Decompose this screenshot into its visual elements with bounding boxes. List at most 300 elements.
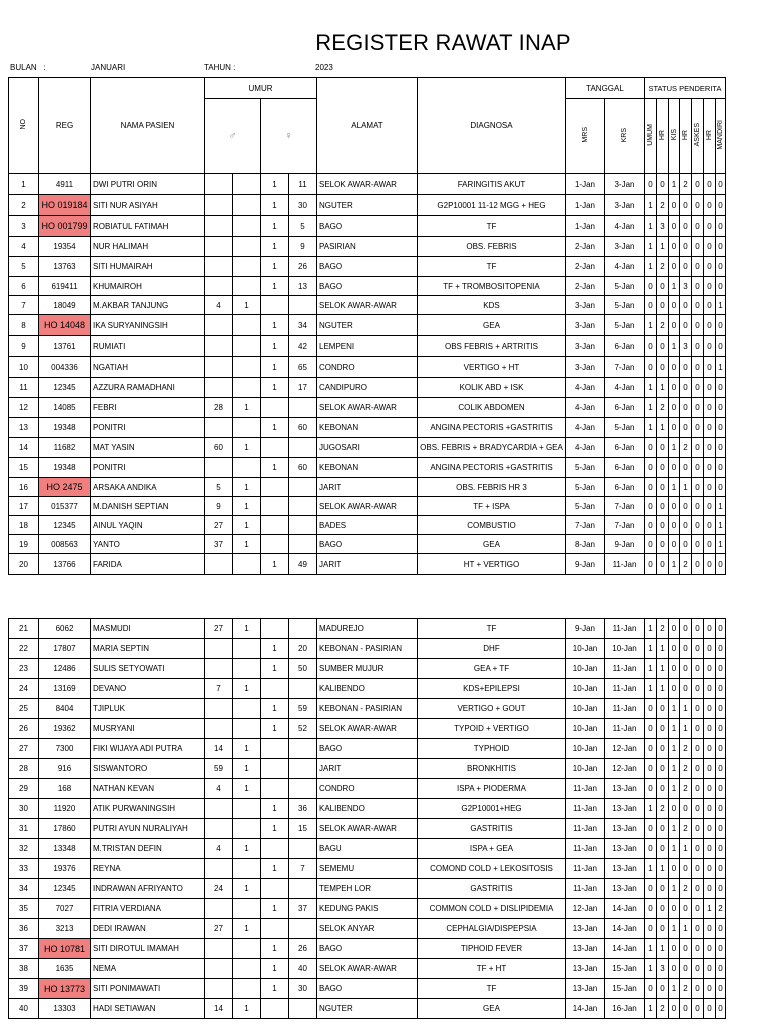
status-cell: 0 <box>692 478 704 497</box>
patient-name: NATHAN KEVAN <box>91 779 205 799</box>
discharge-date: 14-Jan <box>605 899 645 919</box>
header-status-umum: UMUM <box>645 99 657 174</box>
patient-name: AZZURA RAMADHANI <box>91 378 205 398</box>
status-cell: 0 <box>692 195 704 216</box>
status-cell: 0 <box>704 739 716 759</box>
status-cell: 0 <box>692 999 704 1019</box>
status-cell: 0 <box>692 699 704 719</box>
status-cell: 1 <box>657 378 669 398</box>
sex-female: 1 <box>261 819 289 839</box>
status-cell: 0 <box>704 759 716 779</box>
status-cell: 0 <box>669 639 680 659</box>
header-status: STATUS PENDERITA <box>645 78 726 99</box>
sex-male: 1 <box>233 839 261 859</box>
status-cell: 1 <box>680 699 692 719</box>
patient-name: FITRIA VERDIANA <box>91 899 205 919</box>
sex-female <box>261 497 289 516</box>
status-cell: 0 <box>704 839 716 859</box>
status-cell: 0 <box>645 879 657 899</box>
status-cell: 2 <box>680 779 692 799</box>
status-cell: 0 <box>692 879 704 899</box>
discharge-date: 7-Jan <box>605 357 645 378</box>
address: SELOK AWAR-AWAR <box>317 174 418 195</box>
reg-number: 17807 <box>39 639 91 659</box>
status-cell: 0 <box>680 195 692 216</box>
address: SEMEMU <box>317 859 418 879</box>
patient-name: ARSAKA ANDIKA <box>91 478 205 497</box>
age-male <box>205 378 233 398</box>
sex-female: 1 <box>261 357 289 378</box>
sex-female: 1 <box>261 458 289 478</box>
patient-name: INDRAWAN AFRIYANTO <box>91 879 205 899</box>
status-cell: 1 <box>645 216 657 237</box>
status-cell: 0 <box>704 999 716 1019</box>
status-cell: 0 <box>692 398 704 418</box>
address: SELOK AWAR-AWAR <box>317 296 418 315</box>
table-row <box>9 277 726 296</box>
age-female: 49 <box>289 554 317 575</box>
status-cell: 0 <box>692 719 704 739</box>
sex-male: 1 <box>233 619 261 639</box>
header-umur: UMUR <box>205 78 317 99</box>
patient-name: PONITRI <box>91 418 205 438</box>
reg-number: 004336 <box>39 357 91 378</box>
status-cell: 1 <box>657 659 669 679</box>
sex-female <box>261 478 289 497</box>
admit-date: 9-Jan <box>566 554 605 575</box>
status-cell: 0 <box>645 336 657 357</box>
status-cell: 0 <box>669 535 680 554</box>
diagnosis: DHF <box>418 639 566 659</box>
discharge-date: 6-Jan <box>605 438 645 458</box>
register-table-2 <box>8 618 726 1019</box>
status-cell: 0 <box>716 719 726 739</box>
status-cell: 0 <box>704 619 716 639</box>
patient-name: NUR HALIMAH <box>91 237 205 257</box>
discharge-date: 11-Jan <box>605 554 645 575</box>
address: NGUTER <box>317 999 418 1019</box>
diagnosis: OBS. FEBRIS + BRADYCARDIA + GEA <box>418 438 566 458</box>
discharge-date: 3-Jan <box>605 174 645 195</box>
age-male <box>205 418 233 438</box>
row-number: 7 <box>9 296 39 315</box>
status-cell: 0 <box>680 659 692 679</box>
age-male <box>205 357 233 378</box>
age-female <box>289 516 317 535</box>
status-cell: 0 <box>669 497 680 516</box>
status-cell: 1 <box>645 195 657 216</box>
discharge-date: 11-Jan <box>605 619 645 639</box>
admit-date: 13-Jan <box>566 919 605 939</box>
status-cell: 0 <box>692 859 704 879</box>
status-cell: 0 <box>704 859 716 879</box>
status-cell: 0 <box>669 799 680 819</box>
status-cell: 0 <box>645 554 657 575</box>
admit-date: 5-Jan <box>566 497 605 516</box>
status-cell: 0 <box>716 438 726 458</box>
sex-male: 1 <box>233 478 261 497</box>
reg-number: 12345 <box>39 516 91 535</box>
status-cell: 0 <box>645 819 657 839</box>
status-cell: 3 <box>680 336 692 357</box>
female-icon: ♀ <box>261 99 317 174</box>
diagnosis: OBS FEBRIS + ARTRITIS <box>418 336 566 357</box>
status-cell: 1 <box>669 819 680 839</box>
status-cell: 0 <box>680 418 692 438</box>
discharge-date: 7-Jan <box>605 516 645 535</box>
reg-number: 19354 <box>39 237 91 257</box>
diagnosis: COLIK ABDOMEN <box>418 398 566 418</box>
diagnosis: TF <box>418 979 566 999</box>
status-cell: 1 <box>669 174 680 195</box>
status-cell: 0 <box>716 619 726 639</box>
discharge-date: 3-Jan <box>605 237 645 257</box>
table-row <box>9 195 726 216</box>
patient-name: DWI PUTRI ORIN <box>91 174 205 195</box>
admit-date: 10-Jan <box>566 679 605 699</box>
status-cell: 2 <box>657 999 669 1019</box>
status-cell: 0 <box>669 418 680 438</box>
status-cell: 0 <box>669 216 680 237</box>
patient-name: MAT YASIN <box>91 438 205 458</box>
patient-name: PONITRI <box>91 458 205 478</box>
status-cell: 0 <box>704 879 716 899</box>
header-status-hr-2: HR <box>680 99 692 174</box>
status-cell: 0 <box>692 659 704 679</box>
sex-male <box>233 195 261 216</box>
status-cell: 1 <box>680 919 692 939</box>
admit-date: 8-Jan <box>566 535 605 554</box>
age-male <box>205 699 233 719</box>
admit-date: 11-Jan <box>566 879 605 899</box>
table-row <box>9 959 726 979</box>
status-cell: 0 <box>716 979 726 999</box>
status-cell: 0 <box>704 554 716 575</box>
diagnosis: COMBUSTIO <box>418 516 566 535</box>
reg-number: 7300 <box>39 739 91 759</box>
admit-date: 10-Jan <box>566 699 605 719</box>
reg-number: 13169 <box>39 679 91 699</box>
status-cell: 0 <box>704 979 716 999</box>
status-cell: 0 <box>657 919 669 939</box>
row-number: 16 <box>9 478 39 497</box>
status-cell: 0 <box>680 679 692 699</box>
row-number: 38 <box>9 959 39 979</box>
header-diagnosa: DIAGNOSA <box>418 78 566 174</box>
status-cell: 0 <box>645 919 657 939</box>
header-krs: KRS <box>605 99 645 174</box>
status-cell: 0 <box>704 959 716 979</box>
admit-date: 11-Jan <box>566 779 605 799</box>
discharge-date: 11-Jan <box>605 659 645 679</box>
status-cell: 3 <box>657 959 669 979</box>
status-cell: 0 <box>657 438 669 458</box>
sex-male <box>233 859 261 879</box>
status-cell: 0 <box>657 719 669 739</box>
diagnosis: KOLIK ABD + ISK <box>418 378 566 398</box>
status-cell: 0 <box>669 398 680 418</box>
sex-female <box>261 739 289 759</box>
admit-date: 11-Jan <box>566 819 605 839</box>
header-nama: NAMA PASIEN <box>91 78 205 174</box>
row-number: 4 <box>9 237 39 257</box>
admit-date: 12-Jan <box>566 899 605 919</box>
table-row <box>9 336 726 357</box>
table-row <box>9 739 726 759</box>
patient-name: NEMA <box>91 959 205 979</box>
admit-date: 3-Jan <box>566 336 605 357</box>
status-cell: 0 <box>704 639 716 659</box>
discharge-date: 11-Jan <box>605 679 645 699</box>
status-cell: 0 <box>645 478 657 497</box>
status-cell: 0 <box>645 296 657 315</box>
age-female <box>289 879 317 899</box>
status-cell: 0 <box>716 819 726 839</box>
age-female: 50 <box>289 659 317 679</box>
row-number: 17 <box>9 497 39 516</box>
sex-female <box>261 779 289 799</box>
sex-male: 1 <box>233 535 261 554</box>
age-male <box>205 237 233 257</box>
status-cell: 0 <box>716 959 726 979</box>
sex-female <box>261 919 289 939</box>
status-cell: 2 <box>680 879 692 899</box>
status-cell: 0 <box>692 639 704 659</box>
table-row <box>9 659 726 679</box>
register-table-1 <box>8 77 726 575</box>
table-row <box>9 639 726 659</box>
admit-date: 9-Jan <box>566 619 605 639</box>
sex-female <box>261 516 289 535</box>
status-cell: 0 <box>680 315 692 336</box>
status-cell: 0 <box>704 799 716 819</box>
patient-name: REYNA <box>91 859 205 879</box>
status-cell: 1 <box>716 296 726 315</box>
table-row <box>9 315 726 336</box>
age-female <box>289 535 317 554</box>
address: JARIT <box>317 478 418 497</box>
table-header <box>9 78 726 174</box>
reg-number: 4911 <box>39 174 91 195</box>
age-female <box>289 478 317 497</box>
diagnosis: ISPA + PIODERMA <box>418 779 566 799</box>
status-cell: 1 <box>645 398 657 418</box>
patient-name: TJIPLUK <box>91 699 205 719</box>
sex-female <box>261 438 289 458</box>
status-cell: 0 <box>657 535 669 554</box>
status-cell: 0 <box>657 336 669 357</box>
status-cell: 2 <box>680 819 692 839</box>
status-cell: 0 <box>645 357 657 378</box>
age-female: 60 <box>289 458 317 478</box>
row-number: 13 <box>9 418 39 438</box>
status-cell: 0 <box>692 216 704 237</box>
age-female: 30 <box>289 195 317 216</box>
reg-number: 1635 <box>39 959 91 979</box>
status-cell: 0 <box>680 458 692 478</box>
diagnosis: TF <box>418 257 566 277</box>
age-female: 30 <box>289 979 317 999</box>
status-cell: 0 <box>716 237 726 257</box>
reg-number: 916 <box>39 759 91 779</box>
status-cell: 0 <box>645 535 657 554</box>
table-row <box>9 554 726 575</box>
reg-number: 19376 <box>39 859 91 879</box>
discharge-date: 11-Jan <box>605 699 645 719</box>
age-female: 7 <box>289 859 317 879</box>
status-cell: 1 <box>669 336 680 357</box>
sex-male <box>233 939 261 959</box>
row-number: 28 <box>9 759 39 779</box>
age-male <box>205 257 233 277</box>
year-label: TAHUN : <box>204 63 236 72</box>
age-female <box>289 919 317 939</box>
address: JARIT <box>317 554 418 575</box>
status-cell: 0 <box>669 315 680 336</box>
sex-male <box>233 458 261 478</box>
address: BAGO <box>317 257 418 277</box>
status-cell: 0 <box>716 739 726 759</box>
address: BAGU <box>317 839 418 859</box>
status-cell: 0 <box>680 899 692 919</box>
status-cell: 2 <box>680 759 692 779</box>
diagnosis: GEA <box>418 535 566 554</box>
discharge-date: 12-Jan <box>605 759 645 779</box>
status-cell: 0 <box>692 277 704 296</box>
diagnosis: VERTIGO + HT <box>418 357 566 378</box>
patient-name: RUMIATI <box>91 336 205 357</box>
sex-female <box>261 535 289 554</box>
patient-name: MUSRYANI <box>91 719 205 739</box>
status-cell: 0 <box>645 899 657 919</box>
status-cell: 0 <box>645 979 657 999</box>
table-row <box>9 779 726 799</box>
row-number: 37 <box>9 939 39 959</box>
status-cell: 0 <box>657 839 669 859</box>
reg-number: HO 2475 <box>39 478 91 497</box>
discharge-date: 4-Jan <box>605 257 645 277</box>
status-cell: 0 <box>716 639 726 659</box>
page-title: REGISTER RAWAT INAP <box>315 30 571 55</box>
address: KEBONAN <box>317 418 418 438</box>
row-number: 30 <box>9 799 39 819</box>
status-cell: 1 <box>669 919 680 939</box>
row-number: 36 <box>9 919 39 939</box>
reg-number: 7027 <box>39 899 91 919</box>
status-cell: 0 <box>669 939 680 959</box>
address: KALIBENDO <box>317 799 418 819</box>
status-cell: 0 <box>669 659 680 679</box>
table-row <box>9 999 726 1019</box>
address: SUMBER MUJUR <box>317 659 418 679</box>
status-cell: 0 <box>657 759 669 779</box>
status-cell: 0 <box>692 799 704 819</box>
discharge-date: 4-Jan <box>605 378 645 398</box>
sex-male <box>233 959 261 979</box>
table-row <box>9 418 726 438</box>
sex-male <box>233 257 261 277</box>
status-cell: 0 <box>669 619 680 639</box>
status-cell: 0 <box>704 939 716 959</box>
sex-female: 1 <box>261 699 289 719</box>
status-cell: 1 <box>680 839 692 859</box>
reg-number: 14085 <box>39 398 91 418</box>
discharge-date: 14-Jan <box>605 939 645 959</box>
sex-male: 1 <box>233 497 261 516</box>
status-cell: 0 <box>716 458 726 478</box>
status-cell: 1 <box>716 516 726 535</box>
discharge-date: 5-Jan <box>605 315 645 336</box>
status-cell: 0 <box>716 336 726 357</box>
status-cell: 0 <box>680 398 692 418</box>
table-row <box>9 535 726 554</box>
sex-female: 1 <box>261 216 289 237</box>
age-male <box>205 979 233 999</box>
status-cell: 0 <box>657 899 669 919</box>
status-cell: 2 <box>680 174 692 195</box>
row-number: 29 <box>9 779 39 799</box>
sex-male <box>233 639 261 659</box>
age-male: 27 <box>205 919 233 939</box>
patient-name: DEDI IRAWAN <box>91 919 205 939</box>
diagnosis: OBS. FEBRIS <box>418 237 566 257</box>
sex-male <box>233 336 261 357</box>
sex-male <box>233 237 261 257</box>
sex-female <box>261 679 289 699</box>
row-number: 9 <box>9 336 39 357</box>
status-cell: 0 <box>680 497 692 516</box>
sex-male <box>233 277 261 296</box>
admit-date: 5-Jan <box>566 478 605 497</box>
patient-name: MARIA SEPTIN <box>91 639 205 659</box>
age-female: 34 <box>289 315 317 336</box>
age-male <box>205 336 233 357</box>
status-cell: 1 <box>704 899 716 919</box>
row-number: 6 <box>9 277 39 296</box>
status-cell: 1 <box>645 959 657 979</box>
sex-male: 1 <box>233 679 261 699</box>
discharge-date: 6-Jan <box>605 398 645 418</box>
table-body-1 <box>9 174 726 575</box>
admit-date: 1-Jan <box>566 174 605 195</box>
sex-male: 1 <box>233 398 261 418</box>
age-female <box>289 739 317 759</box>
status-cell: 0 <box>645 277 657 296</box>
patient-name: SULIS SETYOWATI <box>91 659 205 679</box>
admit-date: 1-Jan <box>566 216 605 237</box>
age-female <box>289 999 317 1019</box>
row-number: 31 <box>9 819 39 839</box>
reg-number: 13761 <box>39 336 91 357</box>
patient-name: HADI SETIAWAN <box>91 999 205 1019</box>
status-cell: 1 <box>716 497 726 516</box>
status-cell: 0 <box>692 759 704 779</box>
status-cell: 1 <box>669 719 680 739</box>
table-row <box>9 819 726 839</box>
address: PASIRIAN <box>317 237 418 257</box>
status-cell: 1 <box>645 799 657 819</box>
status-cell: 0 <box>716 939 726 959</box>
discharge-date: 4-Jan <box>605 216 645 237</box>
sex-female <box>261 296 289 315</box>
table-row <box>9 619 726 639</box>
address: BAGO <box>317 939 418 959</box>
patient-name: ROBIATUL FATIMAH <box>91 216 205 237</box>
row-number: 19 <box>9 535 39 554</box>
status-cell: 0 <box>716 478 726 497</box>
status-cell: 2 <box>657 398 669 418</box>
row-number: 15 <box>9 458 39 478</box>
